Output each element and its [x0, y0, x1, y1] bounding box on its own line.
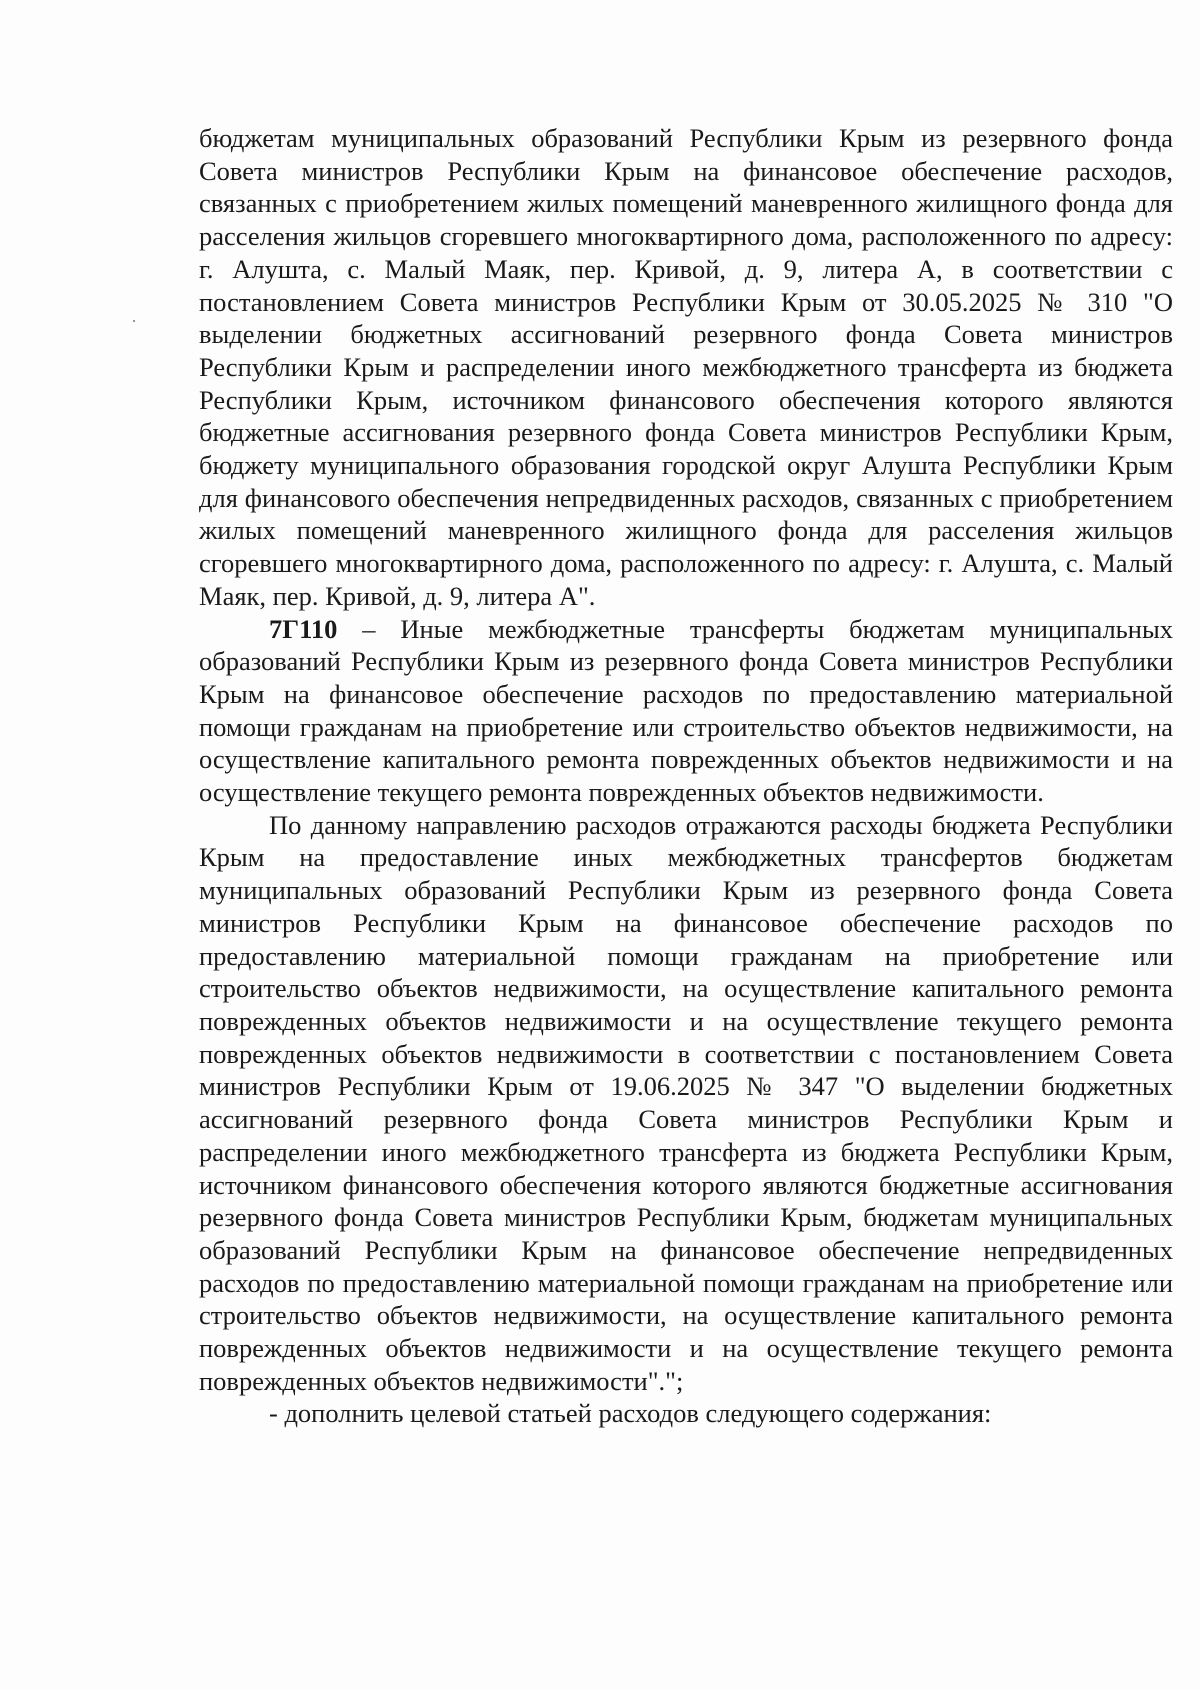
- document-body: [199, 122, 1173, 1430]
- expense-code: 7Г110: [269, 613, 338, 644]
- paragraph-supplement: - дополнить целевой статьей расходов следующего содержания:: [269, 1398, 992, 1429]
- paragraph-7g110: [199, 613, 1173, 809]
- scan-speck: [133, 320, 135, 322]
- expense-code-description: – Иные межбюджетные трансферты бюджетам муниципальных образований Республики Крым из резервного фонда Совета министров Республики Крым на финансовое обеспечение расходов по предоставлению материальной помощи гражданам на приобретение или строительство объектов недвижимости, на осуществление капитального ремонта поврежденных объектов недвижимости и на осуществление текущего ремонта поврежденных объектов недвижимости.: [199, 613, 1173, 808]
- paragraph-expense-direction: По данному направлению расходов отражаются расходы бюджета Республики Крым на предоставление иных межбюджетных трансфертов бюджетам муниципальных образований Республики Крым из резервного фонда Совета министров Республики Крым на финансовое обеспечение расходов по предоставлению материальной помощи гражданам на приобретение или строительство объектов недвижимости, на осуществление капитального ремонта поврежденных объектов недвижимости и на осуществление текущего ремонта поврежденных объектов недвижимости в соответствии с постановлением Совета министров Республики Крым от 19.06.2025 № 347 "О выделении бюджетных ассигнований резервного фонда Совета министров Республики Крым и распределении иного межбюджетного трансферта из бюджета Республики Крым, источником финансового обеспечения которого являются бюджетные ассигнования резервного фонда Совета министров Республики Крым, бюджетам муниципальных образований Республики Крым на финансовое обеспечение непредвиденных расходов по предоставлению материальной помощи гражданам на приобретение или строительство объектов недвижимости, на осуществление капитального ремонта поврежденных объектов недвижимости и на осуществление текущего ремонта поврежденных объектов недвижимости".";: [199, 809, 1173, 1396]
- paragraph-continuation: бюджетам муниципальных образований Республики Крым из резервного фонда Совета министров Республики Крым на финансовое обеспечение расходов, связанных с приобретением жилых помещений маневренного жилищного фонда для расселения жильцов сгоревшего многоквартирного дома, расположенного по адресу: г. Алушта, с. Малый Маяк, пер. Кривой, д. 9, литера А, в соответствии с постановлением Совета министров Республики Крым от 30.05.2025 № 310 "О выделении бюджетных ассигнований резервного фонда Совета министров Республики Крым и распределении иного межбюджетного трансферта из бюджета Республики Крым, источником финансового обеспечения которого являются бюджетные ассигнования резервного фонда Совета министров Республики Крым, бюджету муниципального образования городской округ Алушта Республики Крым для финансового обеспечения непредвиденных расходов, связанных с приобретением жилых помещений маневренного жилищного фонда для расселения жильцов сгоревшего многоквартирного дома, расположенного по адресу: г. Алушта, с. Малый Маяк, пер. Кривой, д. 9, литера А".: [199, 123, 1173, 611]
